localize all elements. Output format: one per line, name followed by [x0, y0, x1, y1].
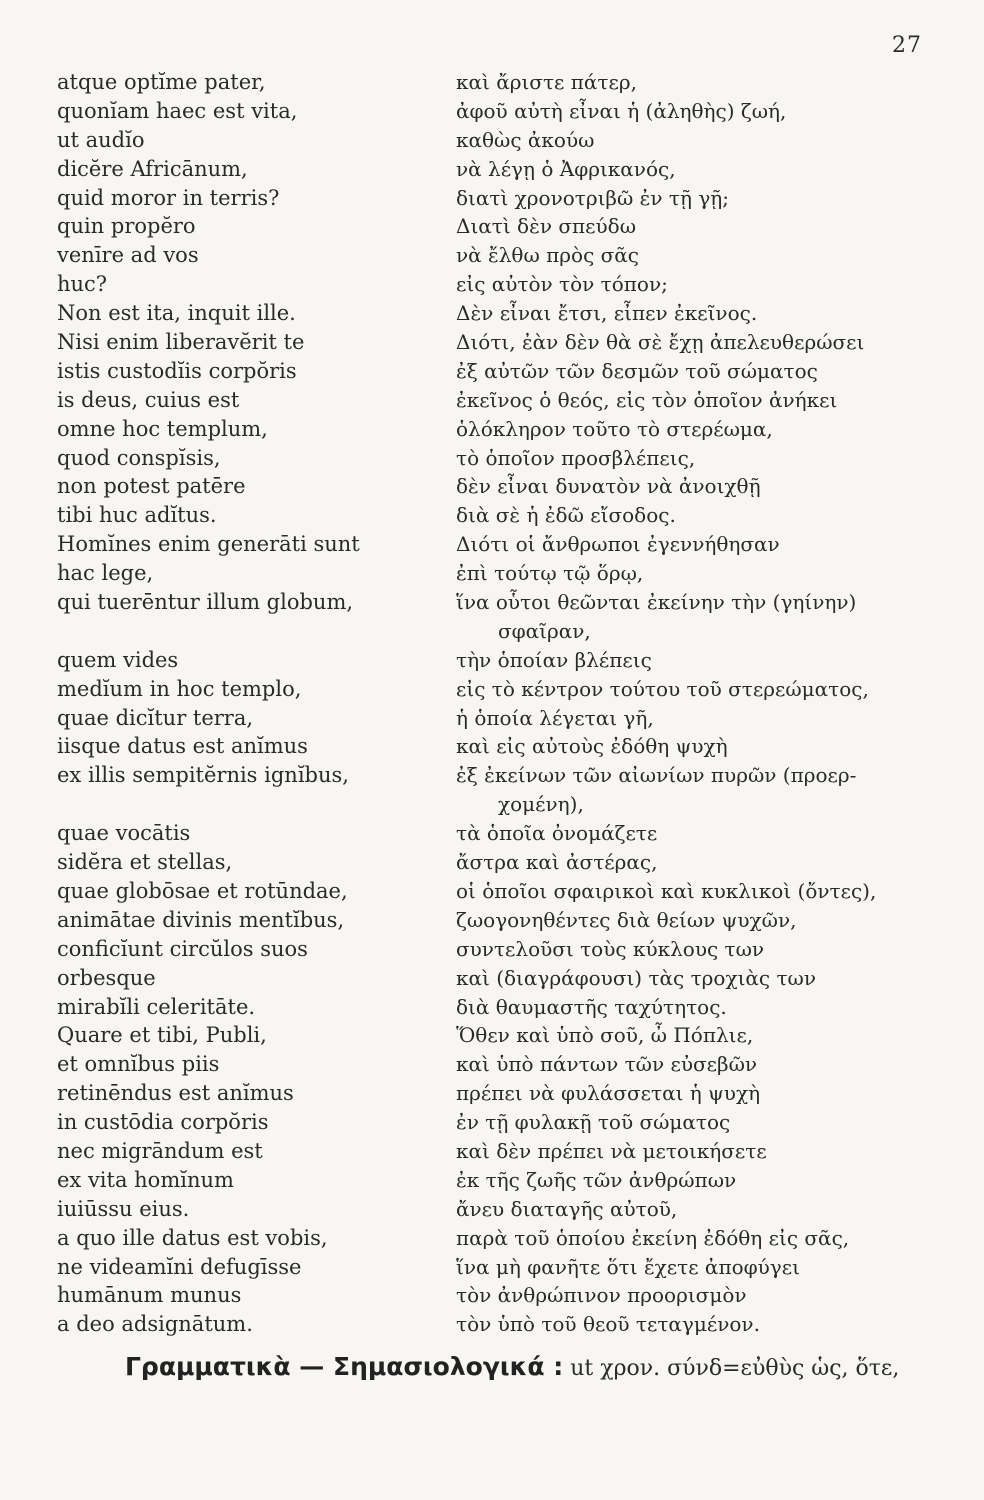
- greek-column: [456, 68, 966, 1339]
- latin-line: istis custodĭis corpŏris: [57, 358, 297, 383]
- footer-text: ut χρον. σύνδ=εὐθὺς ὡς, ὅτε,: [563, 1356, 900, 1381]
- latin-line: quid moror in terris?: [57, 185, 280, 210]
- greek-line: διὰ θαυμαστῆς ταχύτητος.: [456, 994, 727, 1019]
- greek-line: τὰ ὁποῖα ὀνομάζετε: [456, 821, 658, 846]
- greek-line: ἐξ αὐτῶν τῶν δεσμῶν τοῦ σώματος: [456, 358, 818, 383]
- latin-line: venīre ad vos: [57, 243, 199, 268]
- greek-line: ἡ ὁποία λέγεται γῆ,: [456, 705, 654, 730]
- latin-line: huc?: [57, 272, 108, 297]
- latin-line: quod conspĭsis,: [57, 445, 221, 470]
- latin-line: hac lege,: [57, 561, 154, 586]
- latin-line: quin propĕro: [57, 214, 196, 239]
- page-number: 27: [892, 33, 922, 58]
- latin-line: retinēndus est anĭmus: [57, 1081, 294, 1106]
- greek-line: δὲν εἶναι δυνατὸν νὰ ἀνοιχθῇ: [456, 474, 761, 499]
- latin-line: et omnĭbus piis: [57, 1052, 220, 1077]
- greek-line: ἐκεῖνος ὁ θεός, εἰς τὸν ὁποῖον ἀνήκει: [456, 387, 838, 412]
- greek-line: καὶ ἄριστε πάτερ,: [456, 70, 637, 94]
- greek-line: ἀφοῦ αὐτὴ εἶναι ἡ (ἀληθὴς) ζωή,: [456, 98, 787, 123]
- latin-line: omne hoc templum,: [57, 416, 268, 441]
- latin-line: orbesque: [57, 965, 156, 990]
- greek-line: τὸν ὑπὸ τοῦ θεοῦ τεταγμένον.: [456, 1312, 760, 1337]
- latin-line: iuiūssu eius.: [57, 1196, 190, 1221]
- greek-line: καὶ ὑπὸ πάντων τῶν εὐσεβῶν: [456, 1052, 758, 1077]
- latin-line: animātae divinis mentĭbus,: [57, 907, 345, 932]
- footer-note: [125, 1352, 962, 1381]
- latin-line: quonĭam haec est vita,: [57, 98, 298, 123]
- greek-line: ἵνα μὴ φανῆτε ὅτι ἔχετε ἀποφύγει: [456, 1254, 800, 1279]
- latin-line: quae vocātis: [57, 821, 191, 846]
- latin-line: conficĭunt circŭlos suos: [57, 936, 308, 961]
- latin-line: [57, 617, 447, 646]
- latin-line: Homĭnes enim generāti sunt: [57, 532, 360, 557]
- latin-line: quae dicĭtur terra,: [57, 705, 254, 730]
- greek-line: σφαῖραν,: [498, 618, 591, 643]
- latin-line: atque optĭme pater,: [57, 70, 266, 94]
- greek-line: Δὲν εἶναι ἔτσι, εἶπεν ἐκεῖνος.: [456, 301, 758, 326]
- latin-line: a deo adsignātum.: [57, 1312, 253, 1337]
- greek-line: Διότι, ἐὰν δὲν θὰ σὲ ἔχῃ ἀπελευθερώσει: [456, 330, 865, 355]
- greek-line: ζωογονηθέντες διὰ θείων ψυχῶν,: [456, 907, 797, 932]
- latin-line: a quo ille datus est vobis,: [57, 1225, 328, 1250]
- latin-line: humānum munus: [57, 1283, 242, 1308]
- latin-line: qui tuerēntur illum globum,: [57, 590, 354, 615]
- latin-line: [57, 790, 447, 819]
- latin-line: ut audĭo: [57, 127, 145, 152]
- latin-line: in custōdia corpŏris: [57, 1110, 269, 1135]
- greek-line: ἐκ τῆς ζωῆς τῶν ἀνθρώπων: [456, 1167, 737, 1192]
- greek-line: καθὼς ἀκούω: [456, 127, 595, 152]
- greek-line: καὶ (διαγράφουσι) τὰς τροχιὰς των: [456, 965, 817, 990]
- latin-line: ne videamĭni defugīsse: [57, 1254, 302, 1279]
- latin-line: is deus, cuius est: [57, 387, 240, 412]
- greek-line: νὰ ἔλθω πρὸς σᾶς: [456, 243, 639, 268]
- latin-line: mirabĭli celeritāte.: [57, 994, 256, 1019]
- greek-line: ἐξ ἐκείνων τῶν αἰωνίων πυρῶν (προερ-: [456, 763, 857, 788]
- greek-line: τὸ ὁποῖον προσβλέπεις,: [456, 445, 696, 470]
- latin-line: ex vita homĭnum: [57, 1167, 234, 1192]
- latin-line: Quare et tibi, Publi,: [57, 1023, 267, 1048]
- latin-column: [57, 68, 447, 1339]
- greek-line: ἐν τῇ φυλακῇ τοῦ σώματος: [456, 1110, 731, 1135]
- greek-line: εἰς τὸ κέντρον τούτου τοῦ στερεώματος,: [456, 676, 869, 701]
- greek-line: ἵνα οὗτοι θεῶνται ἐκείνην τὴν (γηίνην): [456, 590, 857, 615]
- greek-line: Διατὶ δὲν σπεύδω: [456, 214, 637, 239]
- greek-line: ὁλόκληρον τοῦτο τὸ στερέωμα,: [456, 416, 773, 441]
- greek-line: εἰς αὐτὸν τὸν τόπον;: [456, 272, 668, 297]
- latin-line: iisque datus est anĭmus: [57, 734, 308, 759]
- latin-line: Nisi enim liberavĕrit te: [57, 330, 305, 355]
- greek-line: τὴν ὁποίαν βλέπεις: [456, 647, 652, 672]
- latin-line: ex illis sempitĕrnis ignĭbus,: [57, 763, 349, 788]
- greek-line: νὰ λέγῃ ὁ Ἀφρικανός,: [456, 156, 676, 181]
- greek-line: χομένη),: [498, 792, 584, 817]
- latin-line: quem vides: [57, 647, 179, 672]
- greek-line: παρὰ τοῦ ὁποίου ἐκείνη ἐδόθη εἰς σᾶς,: [456, 1225, 850, 1250]
- footer-label: Γραμματικὰ — Σημασιολογικά :: [125, 1352, 564, 1381]
- latin-line: nec migrāndum est: [57, 1138, 263, 1163]
- greek-line: Διότι οἱ ἄνθρωποι ἐγεννήθησαν: [456, 532, 780, 557]
- greek-line: συντελοῦσι τοὺς κύκλους των: [456, 936, 765, 961]
- greek-line: τὸν ἀνθρώπινον προορισμὸν: [456, 1283, 747, 1308]
- greek-line: πρέπει νὰ φυλάσσεται ἡ ψυχὴ: [456, 1081, 761, 1106]
- greek-line: καὶ εἰς αὐτοὺς ἐδόθη ψυχὴ: [456, 734, 728, 759]
- greek-line: διατὶ χρονοτριβῶ ἐν τῇ γῇ;: [456, 185, 729, 210]
- latin-line: non potest patēre: [57, 474, 246, 499]
- greek-line: Ὅθεν καὶ ὑπὸ σοῦ, ὦ Πόπλιε,: [456, 1023, 754, 1048]
- latin-line: medĭum in hoc templo,: [57, 676, 302, 701]
- greek-line: ἄστρα καὶ ἀστέρας,: [456, 850, 658, 875]
- latin-line: quae globōsae et rotūndae,: [57, 878, 348, 903]
- latin-line: tibi huc adĭtus.: [57, 503, 217, 528]
- greek-line: διὰ σὲ ἡ ἐδῶ εἴσοδος.: [456, 503, 676, 528]
- latin-line: sidĕra et stellas,: [57, 850, 233, 875]
- latin-line: dicĕre Africānum,: [57, 156, 248, 181]
- greek-line: οἱ ὁποῖοι σφαιρικοὶ καὶ κυκλικοὶ (ὄντες),: [456, 878, 877, 903]
- latin-line: Non est ita, inquit ille.: [57, 301, 296, 326]
- greek-line: ἐπὶ τούτῳ τῷ ὅρῳ,: [456, 561, 644, 586]
- greek-line: ἄνευ διαταγῆς αὐτοῦ,: [456, 1196, 678, 1221]
- greek-line: καὶ δὲν πρέπει νὰ μετοικήσετε: [456, 1138, 767, 1163]
